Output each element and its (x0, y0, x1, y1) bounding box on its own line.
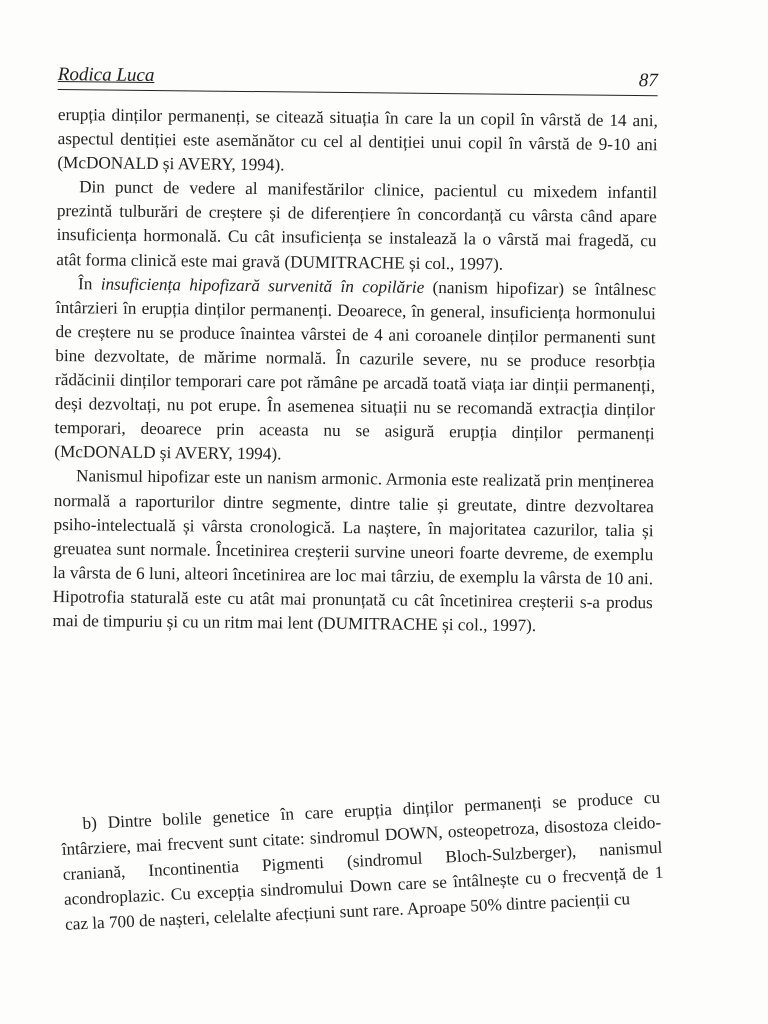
header-rule (58, 89, 658, 96)
header-author: Rodica Luca (57, 63, 155, 87)
text-segment: În (78, 273, 101, 294)
bottom-text-block (60, 785, 665, 937)
text-segment: Nanismul hipofizar este un nanism armonic. Armonia este realizată prin menținerea normală a raporturilor dintre segmente, dintre talie și greutate, dintre dezvoltarea psiho-intelectuală și vârsta cronologică. La naștere, în majoritatea cazurilor, talia și greuatea sunt normale. Încetinirea creșterii survine uneori foarte devreme, de exemplu la vârsta de 6 luni, alteori încetinirea are loc mai târziu, de exemplu la vârsta de 10 ani. Hipotrofia staturală este cu atât mai pronunțată cu cât încetinirea creșterii s-a produs mai de timpuriu și cu un ritm mai lent (DUMITRACHE și col., 1997). (52, 466, 655, 636)
paragraph (54, 272, 656, 471)
italic-text-segment: insuficiența hipofizară survenită în copilărie (100, 274, 425, 297)
page-number: 87 (638, 70, 658, 92)
paragraph (60, 785, 665, 937)
paragraph (52, 464, 654, 639)
body-text (52, 103, 658, 639)
text-segment: (nanism hipofizar) se întâlnesc întârzieri în erupția dinților permanenți. Deoarece, în general, insuficiența hormonului de creștere nu se produce înaintea vârstei de 4 ani coroanele dinților permanenti sunt bine dezvoltate, de mărime normală. În cazurile severe, nu se produce resorbția rădăcinii dinților temporari care pot rămâne pe arcadă toată viața iar dinții permanenți, deși dezvoltați, nu pot erupe. În asemenea situații nu se recomandă extracția dinților temporari, deoarece prin aceasta nu se asigură erupția dinților permanenți (McDONALD și AVERY, 1994). (54, 277, 657, 464)
text-segment: Din punct de vedere al manifestărilor clinice, pacientul cu mixedem infantil prezintă tulburări de creștere și de diferențiere în concordanță cu vârsta când apare insuficiența hormonală. Cu cât insuficiența se instalează la o vârstă mai fragedă, cu atât forma clinică este mai gravă (DUMITRACHE și col., 1997). (56, 177, 658, 274)
text-segment: erupția dinților permanenți, se citează situația în care la un copil în vârstă de 14 ani, aspectul dentiției este asemănător cu cel al dentiției unui copil în vârstă de 9-10 ani (McDONALD și AVERY, 1994). (57, 104, 658, 175)
paragraph (57, 103, 658, 182)
paragraph (56, 175, 657, 278)
text-segment: b) Dintre bolile genetice în care erupția dinților permanenți se produce cu întârziere, mai frecvent sunt citate: sindromul DOWN, osteopetroza, disostoza cleido-craniană, Incontinentia Pigmenti (sindromul Bloch-Sulzberger), nanismul acondroplazic. Cu excepția sindromului Down care se întâlnește cu o frecvență de 1 caz la 700 de nașteri, celelalte afecțiuni sunt rare. Aproape 50% dintre pacienții cu (61, 787, 664, 934)
running-header (58, 60, 658, 100)
